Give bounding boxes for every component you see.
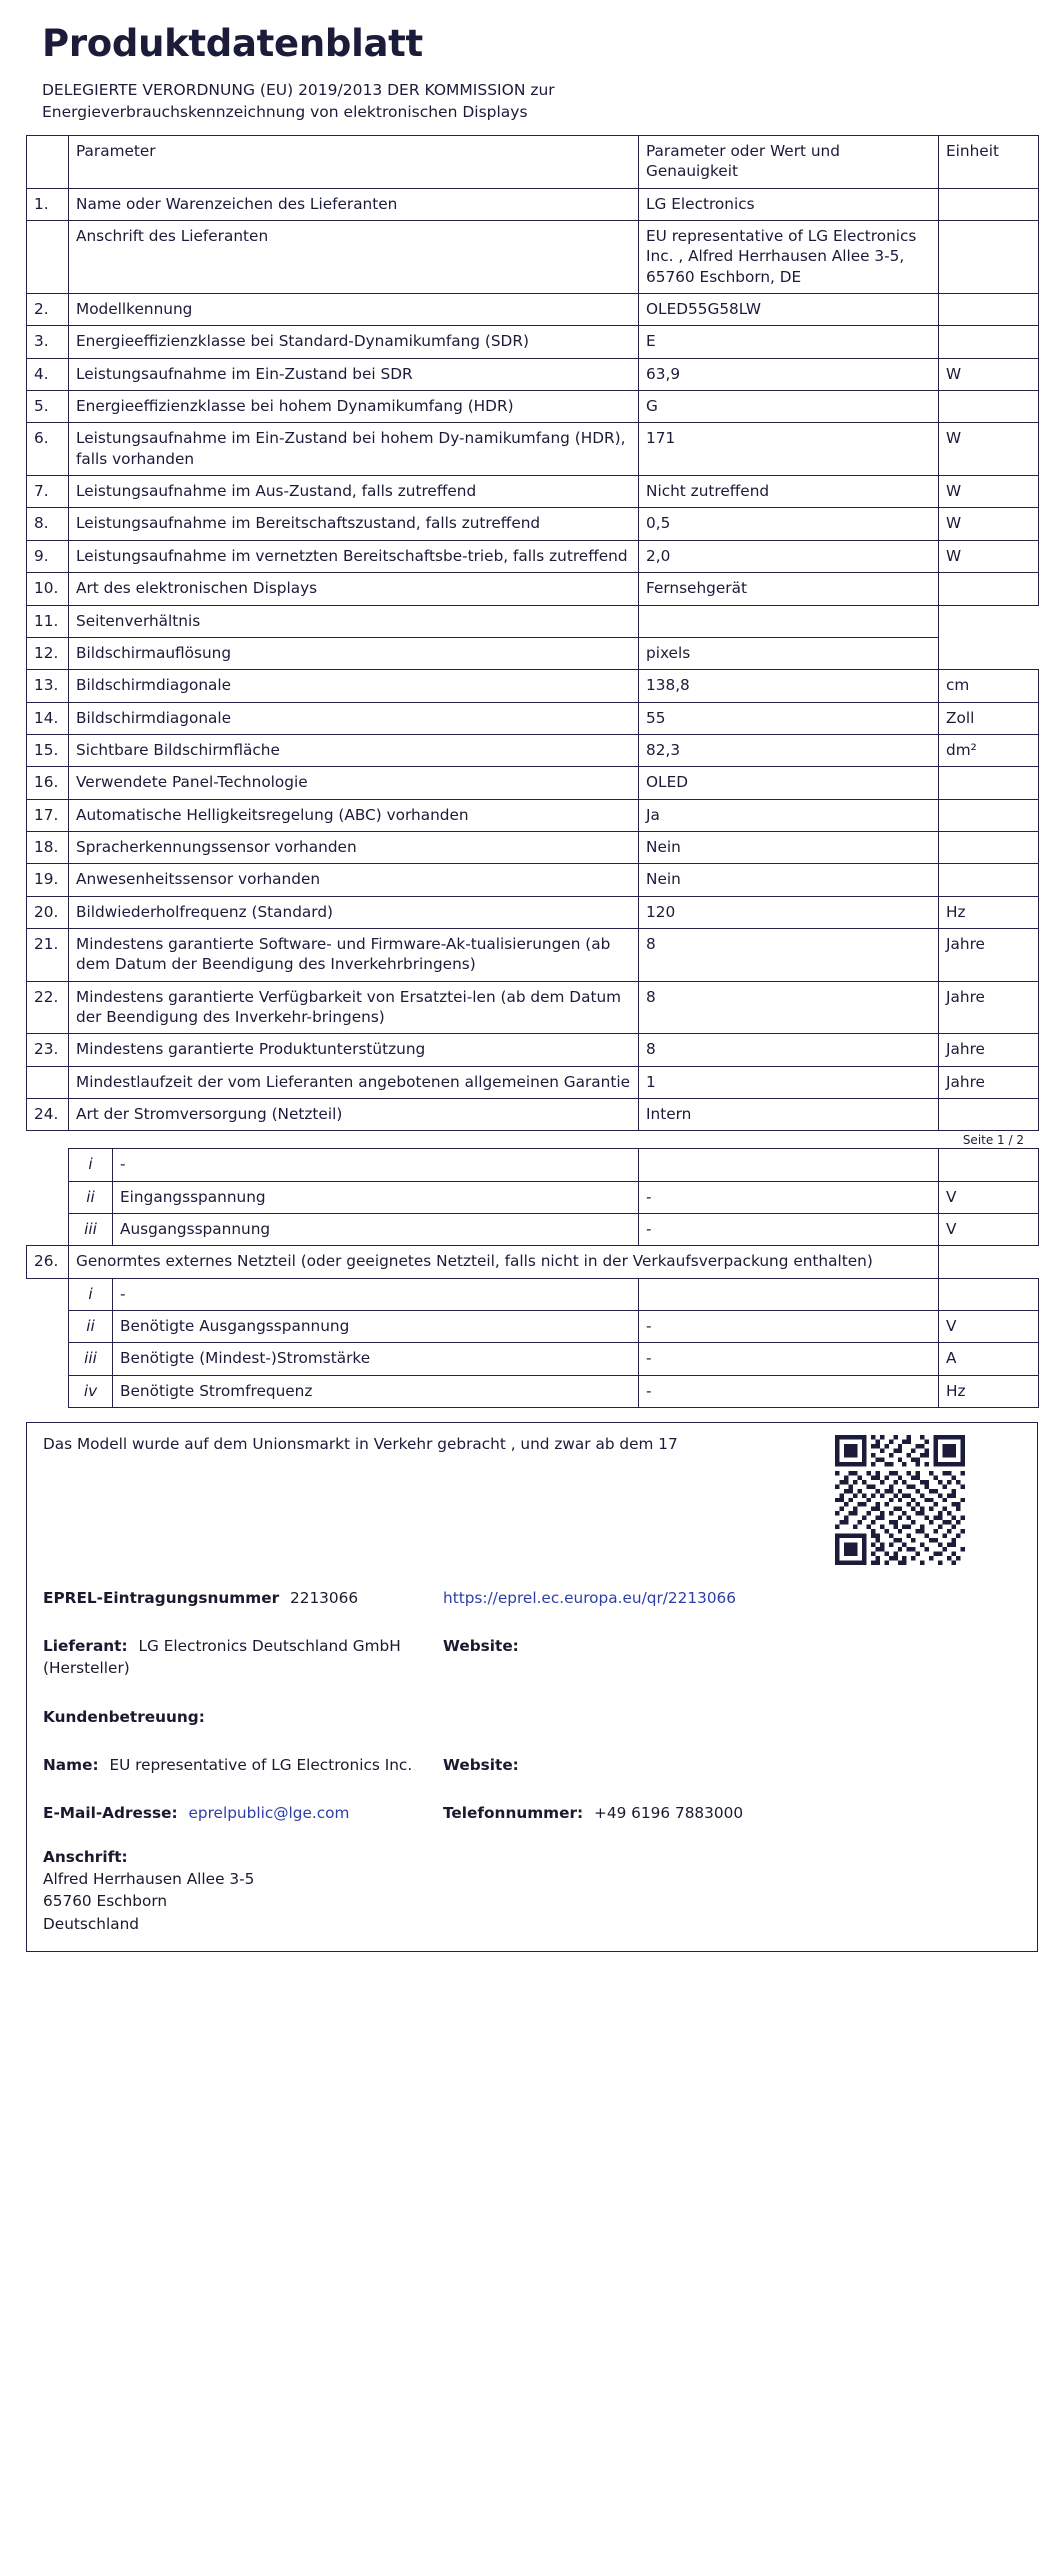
row-unit: Jahre — [939, 1066, 1039, 1098]
eprel-value: 2213066 — [289, 1589, 359, 1608]
row-parameter: Name oder Warenzeichen des Lieferanten — [69, 188, 639, 220]
subrow-value: - — [639, 1311, 939, 1343]
row-parameter: Spracherkennungssensor vorhanden — [69, 831, 639, 863]
row-parameter: Energieeffizienzklasse bei Standard-Dynamikumfang (SDR) — [69, 326, 639, 358]
table-row — [27, 734, 1039, 766]
row-number: 6. — [27, 423, 69, 476]
row-value: LG Electronics — [639, 188, 939, 220]
row-number: 13. — [27, 670, 69, 702]
market-placement-text: Das Modell wurde auf dem Unionsmarkt in Verkehr gebracht , und zwar ab dem 17 — [43, 1435, 678, 1454]
row-parameter: Bildschirmauflösung — [69, 637, 639, 669]
row-unit: Jahre — [939, 981, 1039, 1034]
address-label: Anschrift: — [43, 1848, 128, 1867]
row-value: Nein — [639, 831, 939, 863]
address-line-2: 65760 Eschborn — [43, 1892, 168, 1911]
eprel-link-cell[interactable] — [443, 1587, 1021, 1609]
subrow-index: i — [69, 1149, 113, 1181]
eprel-label: EPREL-Eintragungsnummer — [43, 1589, 280, 1608]
header-parameter: Parameter — [69, 136, 639, 189]
row-parameter: Bildschirmdiagonale — [69, 702, 639, 734]
table-row — [27, 928, 1039, 981]
subrow-index: i — [69, 1278, 113, 1310]
row-parameter: Leistungsaufnahme im Ein-Zustand bei SDR — [69, 358, 639, 390]
row-number: 24. — [27, 1099, 69, 1131]
row-number: 7. — [27, 476, 69, 508]
row-value: 55 — [639, 702, 939, 734]
subrow-unit: V — [939, 1214, 1039, 1246]
table-subrow — [27, 1311, 1039, 1343]
subrow-unit — [939, 1149, 1039, 1181]
subrow-label: Benötigte Ausgangsspannung — [113, 1311, 639, 1343]
row-unit: dm² — [939, 734, 1039, 766]
row-number: 9. — [27, 540, 69, 572]
row-value: 63,9 — [639, 358, 939, 390]
subrow-value: - — [639, 1181, 939, 1213]
row-parameter: Automatische Helligkeitsregelung (ABC) vorhanden — [69, 799, 639, 831]
row-number: 4. — [27, 358, 69, 390]
row-number: 8. — [27, 508, 69, 540]
row-value: 1 — [639, 1066, 939, 1098]
table-row — [27, 981, 1039, 1034]
row-unit — [939, 188, 1039, 220]
table-header-row — [27, 136, 1039, 189]
table-row — [27, 476, 1039, 508]
table-row — [27, 605, 1039, 637]
table-row — [27, 1066, 1039, 1098]
row-number: 11. — [27, 605, 69, 637]
power-supply-table — [26, 1148, 1039, 1408]
subrow-index: ii — [69, 1311, 113, 1343]
row-unit — [939, 831, 1039, 863]
row-value: G — [639, 391, 939, 423]
address-block — [43, 1846, 1021, 1935]
row-parameter: Bildwiederholfrequenz (Standard) — [69, 896, 639, 928]
name-label: Name: — [43, 1755, 99, 1774]
row-unit: W — [939, 358, 1039, 390]
row-parameter: Leistungsaufnahme im Bereitschaftszustand, falls zutreffend — [69, 508, 639, 540]
row-number: 10. — [27, 573, 69, 605]
subrow-value — [639, 1149, 939, 1181]
subrow-label: Eingangsspannung — [113, 1181, 639, 1213]
subtitle-line-2: Energieverbrauchskennzeichnung von elektronischen Displays — [42, 103, 528, 121]
row-parameter: Bildschirmdiagonale — [69, 670, 639, 702]
row-number: 18. — [27, 831, 69, 863]
subrow-spacer — [27, 1278, 69, 1310]
row-unit: Jahre — [939, 1034, 1039, 1066]
row-value: Fernsehgerät — [639, 573, 939, 605]
row-unit: pixels — [639, 637, 939, 669]
row-parameter: Mindestens garantierte Software- und Firmware-Ak-tualisierungen (ab dem Datum der Beendigung des Inverkehrbringens) — [69, 928, 639, 981]
table-row — [27, 799, 1039, 831]
eprel-link[interactable]: https://eprel.ec.europa.eu/qr/2213066 — [443, 1589, 737, 1608]
customer-support-spacer — [443, 1706, 1021, 1728]
table-row — [27, 864, 1039, 896]
subrow-label: Benötigte (Mindest-)Stromstärke — [113, 1343, 639, 1375]
row-parameter: Energieeffizienzklasse bei hohem Dynamikumfang (HDR) — [69, 391, 639, 423]
row-value: Nein — [639, 864, 939, 896]
row-parameter: Leistungsaufnahme im Aus-Zustand, falls zutreffend — [69, 476, 639, 508]
subrow-spacer — [27, 1375, 69, 1407]
subrow-label: - — [113, 1149, 639, 1181]
row-value: 82,3 — [639, 734, 939, 766]
phone-label: Telefonnummer: — [443, 1803, 584, 1822]
row-parameter: Verwendete Panel-Technologie — [69, 767, 639, 799]
table-row — [27, 188, 1039, 220]
row-value: 120 — [639, 896, 939, 928]
website-label-2: Website: — [443, 1755, 519, 1774]
row-value: Nicht zutreffend — [639, 476, 939, 508]
table-row — [27, 326, 1039, 358]
row-value: OLED — [639, 767, 939, 799]
subrow-label: Ausgangsspannung — [113, 1214, 639, 1246]
row-unit: W — [939, 540, 1039, 572]
header-num — [27, 136, 69, 189]
subrow-spacer — [27, 1214, 69, 1246]
row-unit — [939, 573, 1039, 605]
table-subrow — [27, 1343, 1039, 1375]
row-unit: Hz — [939, 896, 1039, 928]
row-value: 0,5 — [639, 508, 939, 540]
row-unit: Jahre — [939, 928, 1039, 981]
subrow-spacer — [27, 1149, 69, 1181]
row-number — [27, 1066, 69, 1098]
subrow-spacer — [27, 1181, 69, 1213]
row-number: 19. — [27, 864, 69, 896]
regulation-subtitle — [42, 79, 942, 123]
customer-support-label: Kundenbetreuung: — [43, 1707, 205, 1726]
row-parameter: Leistungsaufnahme im Ein-Zustand bei hohem Dy-namikumfang (HDR), falls vorhanden — [69, 423, 639, 476]
subrow-index: iv — [69, 1375, 113, 1407]
address-line-1: Alfred Herrhausen Allee 3-5 — [43, 1870, 255, 1889]
table-row — [27, 896, 1039, 928]
row-unit — [939, 294, 1039, 326]
customer-support-row — [43, 1706, 443, 1728]
footer-box — [26, 1422, 1038, 1952]
row-number: 5. — [27, 391, 69, 423]
subrow-label: Benötigte Stromfrequenz — [113, 1375, 639, 1407]
table-row — [27, 1246, 1039, 1278]
row-unit — [939, 799, 1039, 831]
table-row — [27, 294, 1039, 326]
row-parameter: Art der Stromversorgung (Netzteil) — [69, 1099, 639, 1131]
subtitle-line-1: DELEGIERTE VERORDNUNG (EU) 2019/2013 DER KOMMISSION zur — [42, 81, 555, 99]
row-number: 1. — [27, 188, 69, 220]
page-number-note: Seite 1 / 2 — [962, 1133, 1024, 1148]
email-row — [43, 1802, 443, 1824]
table-subrow — [27, 1375, 1039, 1407]
row-number: 16. — [27, 767, 69, 799]
name-row — [43, 1754, 443, 1776]
footer-details-grid — [43, 1587, 1021, 1824]
supplier-value: LG Electronics Deutschland GmbH (Hersteller) — [43, 1637, 401, 1678]
table-subrow — [27, 1149, 1039, 1181]
row-number: 14. — [27, 702, 69, 734]
table-row — [27, 358, 1039, 390]
row-number: 23. — [27, 1034, 69, 1066]
row-value: 138,8 — [639, 670, 939, 702]
phone-row — [443, 1802, 1021, 1824]
row-value: 8 — [639, 928, 939, 981]
row-parameter: Modellkennung — [69, 294, 639, 326]
row-parameter: Anwesenheitssensor vorhanden — [69, 864, 639, 896]
subrow-label: - — [113, 1278, 639, 1310]
supplier-label: Lieferant: — [43, 1637, 128, 1656]
row-unit: W — [939, 476, 1039, 508]
table-subrow — [27, 1278, 1039, 1310]
subrow-index: iii — [69, 1343, 113, 1375]
row-value: EU representative of LG Electronics Inc. , Alfred Herrhausen Allee 3-5, 65760 Eschborn, DE — [639, 221, 939, 294]
row-unit — [939, 221, 1039, 294]
subrow-unit: A — [939, 1343, 1039, 1375]
table-row — [27, 1099, 1039, 1131]
row-unit — [639, 605, 939, 637]
eprel-row — [43, 1587, 443, 1609]
subrow-unit: V — [939, 1181, 1039, 1213]
subrow-unit: V — [939, 1311, 1039, 1343]
row-unit: W — [939, 423, 1039, 476]
row-value: Intern — [639, 1099, 939, 1131]
table-row — [27, 767, 1039, 799]
row-parameter: Mindestens garantierte Produktunterstützung — [69, 1034, 639, 1066]
table-row — [27, 221, 1039, 294]
phone-value: +49 6196 7883000 — [594, 1803, 744, 1822]
row-parameter: Anschrift des Lieferanten — [69, 221, 639, 294]
qr-code — [835, 1435, 965, 1565]
website-row-2 — [443, 1754, 1021, 1776]
row-unit — [939, 767, 1039, 799]
subrow-index: ii — [69, 1181, 113, 1213]
row-number: 21. — [27, 928, 69, 981]
row-value: 2,0 — [639, 540, 939, 572]
subrow-value — [639, 1278, 939, 1310]
row-number — [27, 221, 69, 294]
row-number: 12. — [27, 637, 69, 669]
row-number: 20. — [27, 896, 69, 928]
row-value: 8 — [639, 981, 939, 1034]
subrow-unit — [939, 1278, 1039, 1310]
header-value: Parameter oder Wert und Genauigkeit — [639, 136, 939, 189]
row-unit — [939, 391, 1039, 423]
row-unit: cm — [939, 670, 1039, 702]
subrow-spacer — [27, 1343, 69, 1375]
email-value[interactable]: eprelpublic@lge.com — [188, 1803, 350, 1822]
row-unit — [939, 326, 1039, 358]
subrow-spacer — [27, 1311, 69, 1343]
row-parameter: Seitenverhältnis — [69, 605, 639, 637]
subrow-index: iii — [69, 1214, 113, 1246]
row-unit — [939, 864, 1039, 896]
row-parameter: Mindestens garantierte Verfügbarkeit von Ersatztei-len (ab dem Datum der Beendigung des Inverkehr-bringens) — [69, 981, 639, 1034]
row-value: 8 — [639, 1034, 939, 1066]
row-unit: W — [939, 508, 1039, 540]
table-row — [27, 573, 1039, 605]
supplier-row — [43, 1635, 443, 1679]
table-subrow — [27, 1214, 1039, 1246]
page-title: Produktdatenblatt — [42, 22, 423, 65]
website-label-1: Website: — [443, 1637, 519, 1656]
row-number: 17. — [27, 799, 69, 831]
parameters-table — [26, 135, 1039, 1131]
table-subrow — [27, 1181, 1039, 1213]
row-number: 26. — [27, 1246, 69, 1278]
table-row — [27, 508, 1039, 540]
table-row — [27, 1034, 1039, 1066]
subrow-value: - — [639, 1214, 939, 1246]
row-value: Ja — [639, 799, 939, 831]
row-value: E — [639, 326, 939, 358]
row-parameter: Genormtes externes Netzteil (oder geeignetes Netzteil, falls nicht in der Verkaufsverpackung enthalten) — [69, 1246, 939, 1278]
row-number: 3. — [27, 326, 69, 358]
row-number: 22. — [27, 981, 69, 1034]
table-row — [27, 831, 1039, 863]
email-label: E-Mail-Adresse: — [43, 1803, 178, 1822]
subrow-value: - — [639, 1375, 939, 1407]
name-value: EU representative of LG Electronics Inc. — [109, 1755, 413, 1774]
row-parameter: Mindestlaufzeit der vom Lieferanten angebotenen allgemeinen Garantie — [69, 1066, 639, 1098]
website-row-1 — [443, 1635, 1021, 1679]
address-line-3: Deutschland — [43, 1914, 139, 1933]
row-number: 2. — [27, 294, 69, 326]
row-value: 171 — [639, 423, 939, 476]
row-unit: Zoll — [939, 702, 1039, 734]
row-parameter: Leistungsaufnahme im vernetzten Bereitschaftsbe-trieb, falls zutreffend — [69, 540, 639, 572]
header-unit: Einheit — [939, 136, 1039, 189]
row-value: OLED55G58LW — [639, 294, 939, 326]
table-row — [27, 702, 1039, 734]
subrow-unit: Hz — [939, 1375, 1039, 1407]
row-parameter: Art des elektronischen Displays — [69, 573, 639, 605]
row-unit — [939, 1099, 1039, 1131]
table-row — [27, 670, 1039, 702]
table-row — [27, 540, 1039, 572]
subrow-value: - — [639, 1343, 939, 1375]
row-parameter: Sichtbare Bildschirmfläche — [69, 734, 639, 766]
table-row — [27, 391, 1039, 423]
table-row — [27, 637, 1039, 669]
row-number: 15. — [27, 734, 69, 766]
table-row — [27, 423, 1039, 476]
